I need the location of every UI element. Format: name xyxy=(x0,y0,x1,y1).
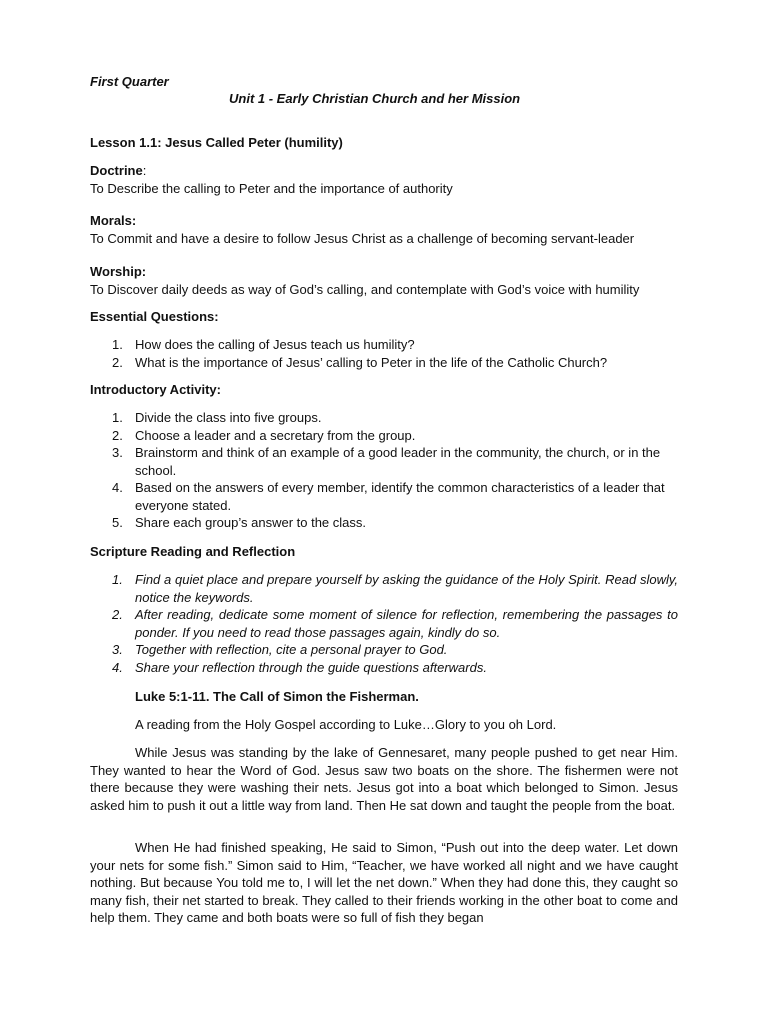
list-number: 1. xyxy=(112,572,123,587)
doctrine-colon: : xyxy=(142,163,147,178)
list-item-text: Divide the class into five groups. xyxy=(135,410,322,425)
scripture-label: Scripture Reading and Reflection xyxy=(90,544,296,559)
list-item-text: Share your reflection through the guide questions afterwards. xyxy=(135,659,487,675)
list-item-text: After reading, dedicate some moment of silence for reflection, remembering the passages to ponder. If you need to read those passages again, kindly do so. xyxy=(135,607,678,640)
list-number: 3. xyxy=(112,445,123,460)
reading-paragraph-2: When He had finished speaking, He said to Simon, “Push out into the deep water. Let down your nets for some fish.” Simon said to Him, “Teacher, we have worked all night and we have caught nothing. But because You told me to, I will let the net down.” When they had done this, they caught so many fish, their net started to break. They called to their friends working in the other boat to come and help them. They came and both boats were so full of fish they began xyxy=(90,840,678,925)
list-item xyxy=(90,336,678,354)
list-number: 2. xyxy=(112,607,123,622)
worship-label: Worship: xyxy=(90,264,147,279)
worship-section xyxy=(90,263,678,298)
unit-title: Unit 1 - Early Christian Church and her Mission xyxy=(229,91,521,106)
lesson-title: Lesson 1.1: Jesus Called Peter (humility) xyxy=(90,135,343,150)
list-item xyxy=(90,571,678,606)
list-item-text: Based on the answers of every member, identify the common characteristics of a leader that everyone stated. xyxy=(135,480,665,513)
list-item-text: Share each group’s answer to the class. xyxy=(135,515,367,530)
introductory-activity-label: Introductory Activity: xyxy=(90,382,221,397)
gospel-opening: A reading from the Holy Gospel according to Luke…Glory to you oh Lord. xyxy=(135,717,557,732)
morals-text: To Commit and have a desire to follow Jesus Christ as a challenge of becoming servant-leader xyxy=(90,230,635,246)
list-item xyxy=(90,514,678,532)
list-item xyxy=(90,409,678,427)
list-item xyxy=(90,606,678,641)
morals-section xyxy=(90,212,678,247)
worship-text: To Discover daily deeds as way of God’s calling, and contemplate with God’s voice with humility xyxy=(90,281,640,297)
essential-questions-list xyxy=(90,336,678,371)
list-item-text: Brainstorm and think of an example of a good leader in the community, the church, or in the school. xyxy=(135,445,661,478)
list-item-text: Together with reflection, cite a personal prayer to God. xyxy=(135,642,448,657)
list-item xyxy=(90,659,678,677)
list-item-text: Find a quiet place and prepare yourself by asking the guidance of the Holy Spirit. Read slowly, notice the keywords. xyxy=(135,572,678,605)
passage-title: Luke 5:1-11. The Call of Simon the Fisherman. xyxy=(135,689,419,704)
list-number: 2. xyxy=(112,427,123,443)
list-item xyxy=(90,427,678,445)
doctrine-text: To Describe the calling to Peter and the importance of authority xyxy=(90,180,453,196)
list-item xyxy=(90,479,678,514)
doctrine-label: Doctrine xyxy=(90,163,143,178)
list-item xyxy=(90,354,678,372)
list-item-text: Choose a leader and a secretary from the group. xyxy=(135,427,416,443)
list-number: 4. xyxy=(112,659,123,675)
doctrine-section xyxy=(90,162,678,197)
list-item-text: How does the calling of Jesus teach us humility? xyxy=(135,337,415,352)
scripture-instructions-list xyxy=(90,571,678,676)
quarter-label: First Quarter xyxy=(90,74,169,89)
list-number: 1. xyxy=(112,337,123,352)
introductory-activity-list xyxy=(90,409,678,532)
morals-label: Morals: xyxy=(90,213,137,228)
list-number: 2. xyxy=(112,354,123,370)
list-number: 1. xyxy=(112,410,123,425)
list-number: 5. xyxy=(112,515,123,530)
list-item xyxy=(90,641,678,659)
list-item-text: What is the importance of Jesus’ calling to Peter in the life of the Catholic Church? xyxy=(135,354,608,370)
essential-questions-label: Essential Questions: xyxy=(90,309,219,324)
list-item xyxy=(90,444,678,479)
reading-paragraph-1: While Jesus was standing by the lake of Gennesaret, many people pushed to get near Him. They wanted to hear the Word of God. Jesus saw two boats on the shore. The fishermen were not there because they were washing their nets. Jesus got into a boat which belonged to Simon. Jesus asked him to push it out a little way from land. Then He sat down and taught the people from the boat. xyxy=(90,745,678,813)
list-number: 3. xyxy=(112,642,123,657)
list-number: 4. xyxy=(112,480,123,495)
